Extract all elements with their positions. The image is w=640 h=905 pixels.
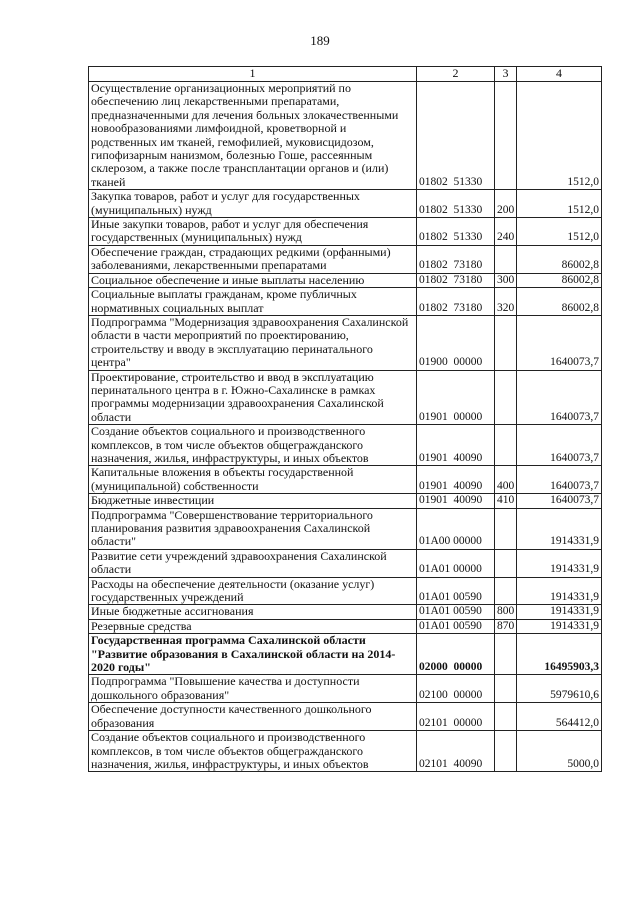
table-row xyxy=(89,218,602,246)
table-row xyxy=(89,577,602,605)
row-name: Резервные средства xyxy=(89,619,417,633)
row-name: Проектирование, строительство и ввод в эксплуатацию перинатального центра в г. Южно-Сахалинске в рамках программы модернизации здравоохранения Сахалинской области xyxy=(89,370,417,425)
row-code: 01802 51330 xyxy=(417,190,495,218)
row-expense-type: 240 xyxy=(495,218,517,246)
row-expense-type: 400 xyxy=(495,466,517,494)
row-name: Социальное обеспечение и иные выплаты населению xyxy=(89,273,417,287)
row-expense-type xyxy=(495,731,517,772)
row-code: 01802 73180 xyxy=(417,245,495,273)
row-name: Подпрограмма "Совершенствование территориального планирования развития здравоохранения Сахалинской области" xyxy=(89,508,417,549)
row-amount: 1512,0 xyxy=(517,190,602,218)
row-name: Подпрограмма "Повышение качества и доступности дошкольного образования" xyxy=(89,675,417,703)
table-row xyxy=(89,370,602,425)
table-row xyxy=(89,190,602,218)
table-row xyxy=(89,634,602,675)
row-amount: 1914331,9 xyxy=(517,619,602,633)
row-expense-type: 800 xyxy=(495,605,517,619)
table-row xyxy=(89,605,602,619)
budget-table xyxy=(88,66,602,772)
row-code: 01А00 00000 xyxy=(417,508,495,549)
row-amount: 86002,8 xyxy=(517,288,602,316)
table-row xyxy=(89,494,602,508)
header-col-2: 2 xyxy=(417,67,495,82)
row-code: 01901 40090 xyxy=(417,494,495,508)
row-expense-type xyxy=(495,315,517,370)
row-amount: 1640073,7 xyxy=(517,494,602,508)
row-code: 01900 00000 xyxy=(417,315,495,370)
row-amount: 5000,0 xyxy=(517,731,602,772)
row-amount: 1640073,7 xyxy=(517,425,602,466)
page-number: 189 xyxy=(310,33,330,48)
row-amount: 1914331,9 xyxy=(517,549,602,577)
row-code: 02101 00000 xyxy=(417,703,495,731)
table-row xyxy=(89,425,602,466)
row-expense-type xyxy=(495,675,517,703)
row-amount: 86002,8 xyxy=(517,273,602,287)
row-code: 01901 40090 xyxy=(417,466,495,494)
row-name: Расходы на обеспечение деятельности (оказание услуг) государственных учреждений xyxy=(89,577,417,605)
row-expense-type xyxy=(495,703,517,731)
table-header-row xyxy=(89,67,602,82)
table-row xyxy=(89,273,602,287)
row-expense-type xyxy=(495,370,517,425)
row-code: 01901 40090 xyxy=(417,425,495,466)
table-row xyxy=(89,315,602,370)
row-name: Осуществление организационных мероприятий по обеспечению лиц лекарственными препаратами, предназначенными для лечения больных злокачественными новообразованиями лимфоидной, кроветворной и родственных им тканей, гемофилией, муковисцидозом, гипофизарным нанизмом, болезнью Гоше, рассеянным склерозом, а также после трансплантации органов и (или) тканей xyxy=(89,82,417,190)
row-name: Государственная программа Сахалинской области "Развитие образования в Сахалинской области на 2014-2020 годы" xyxy=(89,634,417,675)
row-name: Бюджетные инвестиции xyxy=(89,494,417,508)
table-row xyxy=(89,619,602,633)
row-expense-type: 320 xyxy=(495,288,517,316)
row-expense-type xyxy=(495,425,517,466)
row-expense-type xyxy=(495,634,517,675)
row-amount: 1640073,7 xyxy=(517,466,602,494)
row-amount: 1640073,7 xyxy=(517,370,602,425)
header-col-4: 4 xyxy=(517,67,602,82)
row-code: 01802 73180 xyxy=(417,288,495,316)
row-code: 02000 00000 xyxy=(417,634,495,675)
row-name: Капитальные вложения в объекты государственной (муниципальной) собственности xyxy=(89,466,417,494)
table-row xyxy=(89,245,602,273)
row-amount: 16495903,3 xyxy=(517,634,602,675)
row-expense-type xyxy=(495,82,517,190)
row-name: Иные закупки товаров, работ и услуг для обеспечения государственных (муниципальных) нужд xyxy=(89,218,417,246)
row-expense-type: 870 xyxy=(495,619,517,633)
row-amount: 1914331,9 xyxy=(517,508,602,549)
table-row xyxy=(89,508,602,549)
row-code: 01802 51330 xyxy=(417,82,495,190)
row-amount: 1914331,9 xyxy=(517,605,602,619)
row-amount: 564412,0 xyxy=(517,703,602,731)
header-col-1: 1 xyxy=(89,67,417,82)
row-code: 02100 00000 xyxy=(417,675,495,703)
table-row xyxy=(89,675,602,703)
row-expense-type xyxy=(495,508,517,549)
row-name: Обеспечение граждан, страдающих редкими (орфанными) заболеваниями, лекарственными препаратами xyxy=(89,245,417,273)
row-code: 01А01 00590 xyxy=(417,605,495,619)
row-amount: 86002,8 xyxy=(517,245,602,273)
table-row xyxy=(89,731,602,772)
row-name: Создание объектов социального и производственного комплексов, в том числе объектов общегражданского назначения, жилья, инфраструктуры, и иных объектов xyxy=(89,425,417,466)
row-amount: 1640073,7 xyxy=(517,315,602,370)
row-expense-type: 300 xyxy=(495,273,517,287)
row-expense-type xyxy=(495,549,517,577)
row-name: Подпрограмма "Модернизация здравоохранения Сахалинской области в части мероприятий по проектированию, строительству и вводу в эксплуатацию перинатального центра" xyxy=(89,315,417,370)
row-code: 01802 73180 xyxy=(417,273,495,287)
row-code: 01901 00000 xyxy=(417,370,495,425)
row-amount: 1914331,9 xyxy=(517,577,602,605)
row-expense-type xyxy=(495,245,517,273)
row-name: Развитие сети учреждений здравоохранения Сахалинской области xyxy=(89,549,417,577)
row-name: Обеспечение доступности качественного дошкольного образования xyxy=(89,703,417,731)
row-name: Создание объектов социального и производственного комплексов, в том числе объектов общегражданского назначения, жилья, инфраструктуры, и иных объектов xyxy=(89,731,417,772)
row-code: 01А01 00000 xyxy=(417,549,495,577)
table-row xyxy=(89,466,602,494)
table-row xyxy=(89,549,602,577)
row-expense-type: 410 xyxy=(495,494,517,508)
table-row xyxy=(89,703,602,731)
row-amount: 1512,0 xyxy=(517,218,602,246)
row-name: Иные бюджетные ассигнования xyxy=(89,605,417,619)
row-code: 01А01 00590 xyxy=(417,577,495,605)
header-col-3: 3 xyxy=(495,67,517,82)
row-amount: 1512,0 xyxy=(517,82,602,190)
table-row xyxy=(89,288,602,316)
table-row xyxy=(89,82,602,190)
row-amount: 5979610,6 xyxy=(517,675,602,703)
row-code: 02101 40090 xyxy=(417,731,495,772)
row-expense-type: 200 xyxy=(495,190,517,218)
row-expense-type xyxy=(495,577,517,605)
row-code: 01А01 00590 xyxy=(417,619,495,633)
row-name: Закупка товаров, работ и услуг для государственных (муниципальных) нужд xyxy=(89,190,417,218)
row-code: 01802 51330 xyxy=(417,218,495,246)
row-name: Социальные выплаты гражданам, кроме публичных нормативных социальных выплат xyxy=(89,288,417,316)
